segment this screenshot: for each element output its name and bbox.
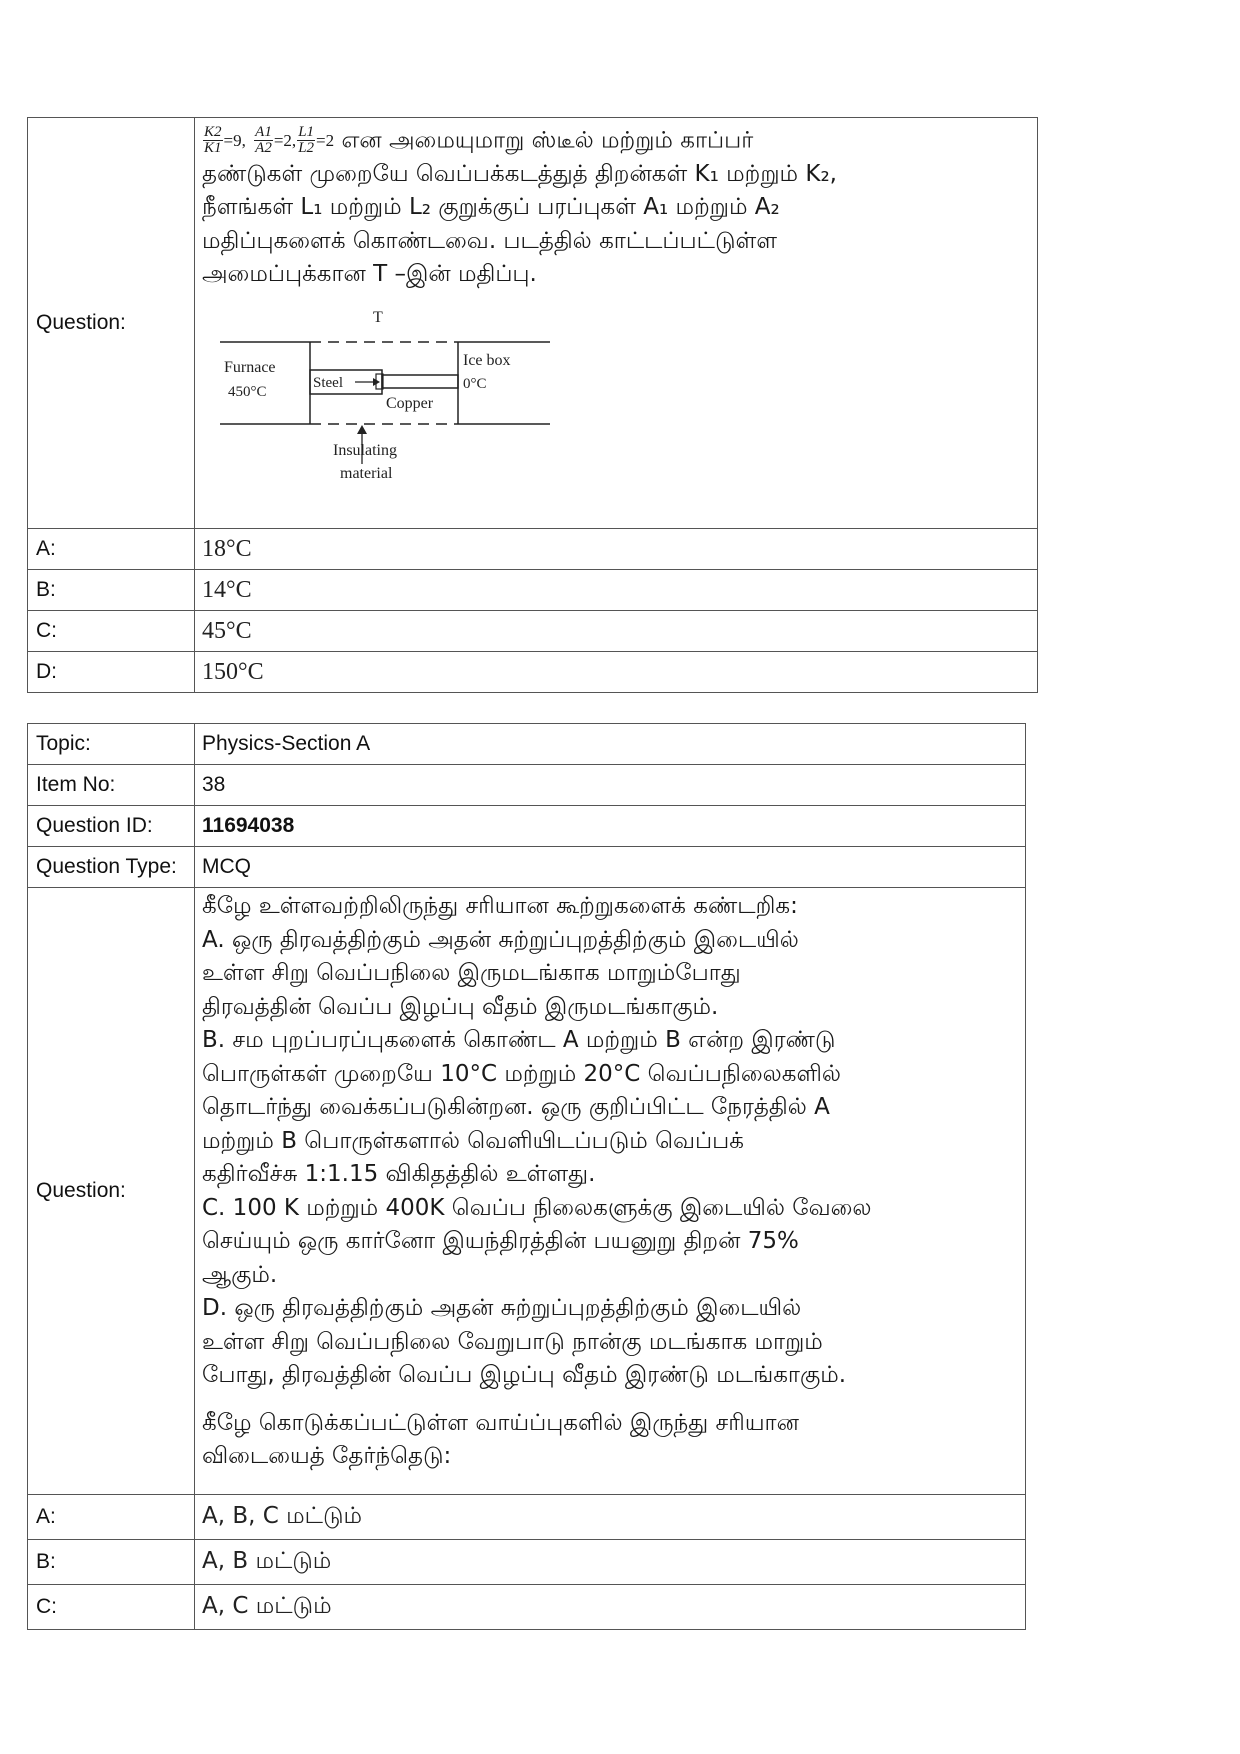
copper-rod — [382, 375, 458, 388]
fraction-denominator: K1 — [204, 140, 222, 157]
copper-label: Copper — [386, 394, 434, 412]
option-row — [28, 1540, 1026, 1585]
question-line: மற்றும் B பொருள்களால் வெளியிடப்படும் வெப்பக் — [202, 1127, 744, 1154]
option-value: A, B, C மட்டும் — [195, 1495, 1026, 1540]
option-value: 14°C — [195, 570, 1038, 611]
question-line: போது, திரவத்தின் வெப்ப இழப்பு வீதம் இரண்டு மடங்காகும். — [202, 1362, 847, 1388]
question-content — [195, 118, 1038, 529]
option-row — [28, 529, 1038, 570]
fraction-numerator: A1 — [255, 124, 272, 141]
question-text — [202, 890, 1025, 1474]
question-line: தண்டுகள் முறையே வெப்பக்கடத்துத் திறன்கள் K₁ மற்றும் K₂, — [202, 160, 837, 187]
heat-conduction-diagram — [210, 304, 570, 484]
material-label: material — [340, 464, 393, 482]
question-id-value: 11694038 — [195, 806, 1026, 847]
fraction-denominator: A2 — [255, 140, 272, 157]
question-line: மதிப்புகளைக் கொண்டவை. படத்தில் காட்டப்பட்டுள்ள — [202, 227, 777, 254]
question-line: கதிர்வீச்சு 1:1.15 விகிதத்தில் உள்ளது. — [202, 1161, 596, 1187]
icebox-temp: 0°C — [463, 375, 487, 392]
topic-row — [28, 724, 1026, 765]
item-value: 38 — [195, 765, 1026, 806]
item-label: Item No: — [28, 765, 195, 806]
question-label: Question: — [28, 118, 195, 529]
question-line: செய்யும் ஒரு கார்னோ இயந்திரத்தின் பயனுறு திறன் 75% — [202, 1228, 799, 1254]
fraction-l — [297, 125, 315, 156]
option-label: D: — [28, 652, 195, 693]
question-line: ஆகும். — [202, 1261, 278, 1288]
option-label: B: — [28, 1540, 195, 1585]
option-row — [28, 1495, 1026, 1540]
question-id-label: Question ID: — [28, 806, 195, 847]
option-row — [28, 1585, 1026, 1630]
question-line: திரவத்தின் வெப்ப இழப்பு வீதம் இருமடங்காகும். — [202, 993, 719, 1020]
question-line: தொடர்ந்து வைக்கப்படுகின்றன. ஒரு குறிப்பிட்ட நேரத்தில் A — [202, 1094, 830, 1120]
question-label: Question: — [28, 888, 195, 1495]
icebox-label: Ice box — [463, 351, 511, 369]
question-content — [195, 888, 1026, 1495]
insulating-arrow-head — [357, 425, 367, 434]
question-type-row — [28, 847, 1026, 888]
option-value: A, C மட்டும் — [195, 1585, 1026, 1630]
option-label: A: — [28, 529, 195, 570]
fraction-value: =9, — [223, 131, 246, 150]
question-table-1 — [27, 117, 1038, 693]
fraction-numerator: L1 — [298, 124, 315, 141]
question-line: அமைப்புக்கான T –இன் மதிப்பு. — [202, 261, 537, 288]
question-line: என அமையுமாறு ஸ்டீல் மற்றும் காப்பர் — [341, 127, 754, 154]
question-row — [28, 888, 1026, 1495]
question-text — [202, 124, 1037, 292]
topic-label: Topic: — [28, 724, 195, 765]
t-label: T — [373, 308, 383, 326]
fraction-denominator: L2 — [298, 140, 315, 157]
option-label: A: — [28, 1495, 195, 1540]
option-value: 150°C — [195, 652, 1038, 693]
furnace-temp: 450°C — [228, 383, 267, 400]
option-label: C: — [28, 1585, 195, 1630]
question-line: B. சம புறப்பரப்புகளைக் கொண்ட A மற்றும் B என்ற இரண்டு — [202, 1027, 836, 1053]
question-row — [28, 118, 1038, 529]
option-label: B: — [28, 570, 195, 611]
option-value: A, B மட்டும் — [195, 1540, 1026, 1585]
question-line: D. ஒரு திரவத்திற்கும் அதன் சுற்றுப்புறத்திற்கும் இடையில் — [202, 1295, 802, 1321]
question-line: நீளங்கள் L₁ மற்றும் L₂ குறுக்குப் பரப்புகள் A₁ மற்றும் A₂ — [202, 194, 780, 221]
fraction-k — [203, 125, 223, 156]
item-row — [28, 765, 1026, 806]
question-line: உள்ள சிறு வெப்பநிலை இருமடங்காக மாறும்போது — [202, 960, 741, 986]
question-line: C. 100 K மற்றும் 400K வெப்ப நிலைகளுக்கு இடையில் வேலை — [202, 1194, 872, 1221]
insulating-label: Insulating — [333, 441, 397, 459]
fraction-value: =2 — [316, 131, 335, 150]
steel-label: Steel — [313, 374, 343, 391]
paragraph-gap — [202, 1393, 1025, 1407]
question-type-value: MCQ — [195, 847, 1026, 888]
option-value: 18°C — [195, 529, 1038, 570]
question-id-row — [28, 806, 1026, 847]
option-row — [28, 570, 1038, 611]
furnace-label: Furnace — [224, 358, 276, 376]
topic-value: Physics-Section A — [195, 724, 1026, 765]
ratio-equation — [202, 124, 341, 157]
option-value: 45°C — [195, 611, 1038, 652]
question-line: A. ஒரு திரவத்திற்கும் அதன் சுற்றுப்புறத்திற்கும் இடையில் — [202, 926, 799, 953]
instruction-line: கீழே கொடுக்கப்பட்டுள்ள வாய்ப்புகளில் இருந்து சரியான — [202, 1409, 799, 1436]
fraction-a — [254, 125, 273, 156]
fraction-numerator: K2 — [204, 124, 222, 141]
fraction-value: =2, — [273, 131, 297, 150]
question-type-label: Question Type: — [28, 847, 195, 888]
question-line: பொருள்கள் முறையே 10°C மற்றும் 20°C வெப்பநிலைகளில் — [202, 1060, 841, 1087]
question-table-2 — [27, 723, 1026, 1630]
question-line: உள்ள சிறு வெப்பநிலை வேறுபாடு நான்கு மடங்காக மாறும் — [202, 1328, 823, 1355]
option-label: C: — [28, 611, 195, 652]
option-row — [28, 611, 1038, 652]
instruction-line: விடையைத் தேர்ந்தெடு: — [202, 1443, 452, 1469]
question-line: கீழே உள்ளவற்றிலிருந்து சரியான கூற்றுகளைக் கண்டறிக: — [202, 893, 798, 919]
option-row — [28, 652, 1038, 693]
